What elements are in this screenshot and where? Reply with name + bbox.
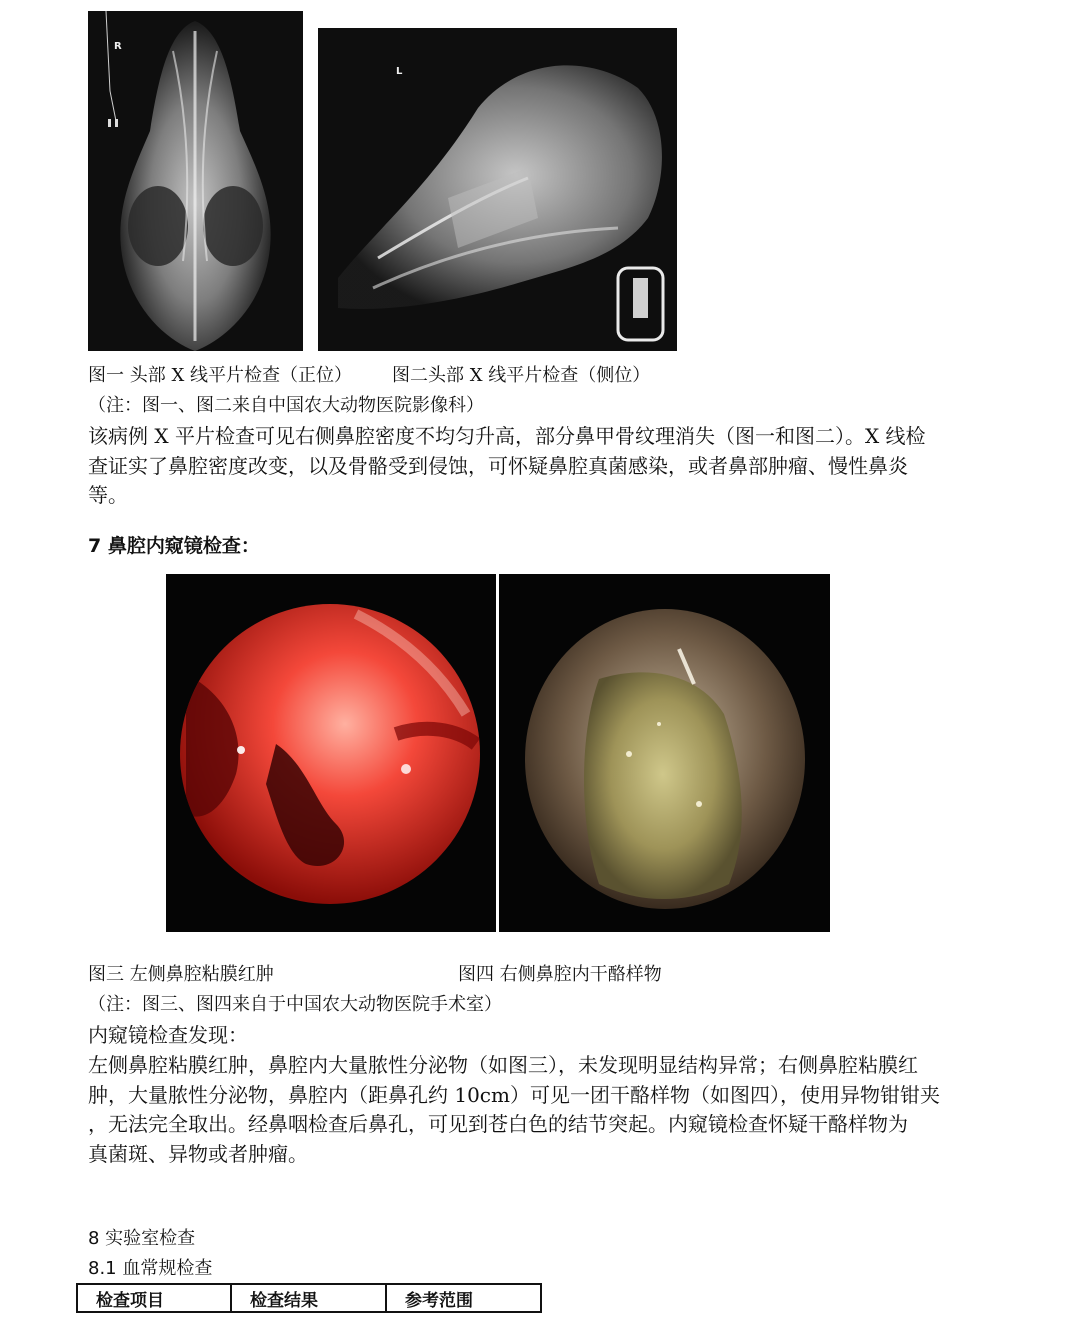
xray-findings-paragraph xyxy=(88,422,926,511)
xray-findings-line: 该病例 X 平片检查可见右侧鼻腔密度不均匀升高，部分鼻甲骨纹理消失（图一和图二）。X 线检 xyxy=(88,424,926,448)
xray-marker-l: L xyxy=(396,66,403,77)
endoscopy-right-graphic xyxy=(499,574,830,932)
section-8-1-heading: 8.1 血常规检查 xyxy=(88,1258,213,1279)
caption-figure-2: 图二头部 X 线平片检查（侧位） xyxy=(392,365,651,386)
table-header-cell: 检查结果 xyxy=(231,1284,386,1312)
endoscopy-findings-line: 左侧鼻腔粘膜红肿，鼻腔内大量脓性分泌物（如图三），未发现明显结构异常；右侧鼻腔粘膜红 xyxy=(88,1053,918,1077)
endoscopy-findings-line: 肿，大量脓性分泌物，鼻腔内（距鼻孔约 10cm）可见一团干酪样物（如图四），使用异物钳钳夹 xyxy=(88,1082,940,1107)
endoscopy-intro: 内窥镜检查发现： xyxy=(88,1023,248,1047)
endoscopy-findings-paragraph xyxy=(88,1051,940,1169)
table-header-cell: 参考范围 xyxy=(386,1284,541,1312)
endoscopy-findings-line: 真菌斑、异物或者肿瘤。 xyxy=(88,1141,308,1166)
note-figures-3-4: （注：图三、图四来自于中国农大动物医院手术室） xyxy=(88,994,502,1015)
table-header-cell: 检查项目 xyxy=(77,1284,231,1312)
table-header-row xyxy=(77,1284,541,1312)
endoscopy-findings-line: ，无法完全取出。经鼻咽检查后鼻孔，可见到苍白色的结节突起。内窥镜检查怀疑干酪样物为 xyxy=(88,1112,908,1136)
xray-marker-r: R xyxy=(114,41,122,52)
endoscopy-left-image xyxy=(166,574,496,932)
xray-findings-line: 查证实了鼻腔密度改变，以及骨骼受到侵蚀，可怀疑鼻腔真菌感染，或者鼻部肿瘤、慢性鼻炎 xyxy=(88,453,908,478)
endoscopy-left-graphic xyxy=(166,574,496,932)
caption-figure-4: 图四 右侧鼻腔内干酪样物 xyxy=(458,964,662,985)
caption-figure-3: 图三 左侧鼻腔粘膜红肿 xyxy=(88,964,274,985)
blood-test-table xyxy=(76,1283,542,1313)
xray-lateral-image xyxy=(318,28,677,351)
endoscopy-right-image xyxy=(499,574,830,932)
section-7-heading: 7 鼻腔内窥镜检查： xyxy=(88,535,260,557)
xray-lateral-graphic xyxy=(318,28,677,351)
caption-figure-1: 图一 头部 X 线平片检查（正位） xyxy=(88,365,352,386)
section-8-heading: 8 实验室检查 xyxy=(88,1228,196,1249)
xray-findings-line: 等。 xyxy=(88,483,128,507)
note-figures-1-2: （注：图一、图二来自中国农大动物医院影像科） xyxy=(88,395,484,416)
xray-frontal-graphic xyxy=(88,11,303,351)
xray-frontal-image xyxy=(88,11,303,351)
